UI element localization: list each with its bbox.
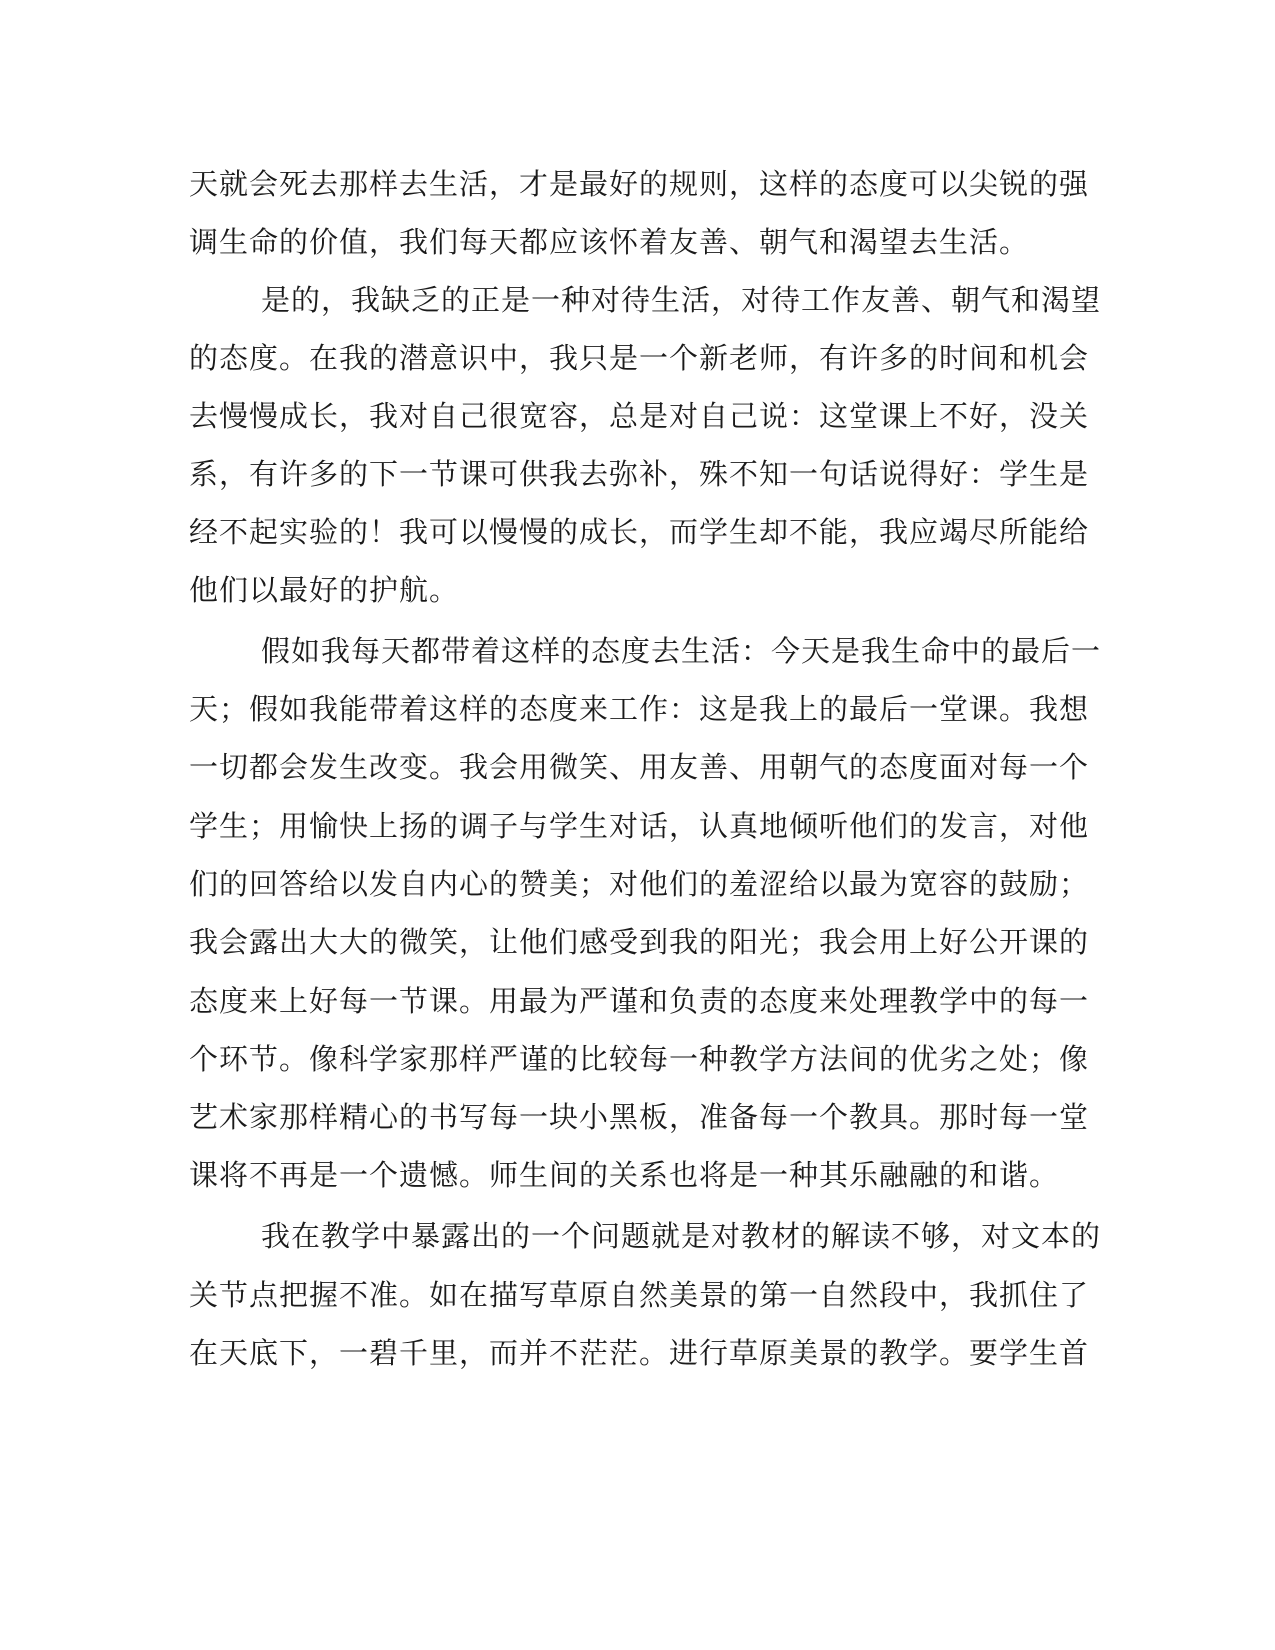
text-line: 艺术家那样精心的书写每一块小黑板，准备每一个教具。那时每一堂 xyxy=(189,1100,1090,1134)
text-line: 一切都会发生改变。我会用微笑、用友善、用朝气的态度面对每一个 xyxy=(189,750,1090,784)
text-line: 学生；用愉快上扬的调子与学生对话，认真地倾听他们的发言，对他 xyxy=(189,809,1090,843)
text-line: 调生命的价值，我们每天都应该怀着友善、朝气和渴望去生活。 xyxy=(189,225,1030,259)
text-line: 去慢慢成长，我对自己很宽容，总是对自己说：这堂课上不好，没关 xyxy=(189,399,1090,433)
text-line: 们的回答给以发自内心的赞美；对他们的羞涩给以最为宽容的鼓励； xyxy=(189,867,1090,901)
text-line: 课将不再是一个遗憾。师生间的关系也将是一种其乐融融的和谐。 xyxy=(189,1158,1060,1192)
text-line: 天；假如我能带着这样的态度来工作：这是我上的最后一堂课。我想 xyxy=(189,692,1090,726)
paragraph-first-line: 假如我每天都带着这样的态度去生活：今天是我生命中的最后一 xyxy=(261,634,1102,668)
text-line: 个环节。像科学家那样严谨的比较每一种教学方法间的优劣之处；像 xyxy=(189,1042,1090,1076)
paragraph-first-line: 是的，我缺乏的正是一种对待生活，对待工作友善、朝气和渴望 xyxy=(261,283,1102,317)
text-line: 在天底下，一碧千里，而并不茫茫。进行草原美景的教学。要学生首 xyxy=(189,1336,1090,1370)
text-line: 态度来上好每一节课。用最为严谨和负责的态度来处理教学中的每一 xyxy=(189,984,1090,1018)
text-line: 经不起实验的！我可以慢慢的成长，而学生却不能，我应竭尽所能给 xyxy=(189,515,1090,549)
text-line: 系，有许多的下一节课可供我去弥补，殊不知一句话说得好：学生是 xyxy=(189,457,1090,491)
text-line: 关节点把握不准。如在描写草原自然美景的第一自然段中，我抓住了 xyxy=(189,1278,1090,1312)
paragraph-first-line: 我在教学中暴露出的一个问题就是对教材的解读不够，对文本的 xyxy=(261,1219,1102,1253)
text-line: 他们以最好的护航。 xyxy=(189,573,460,607)
text-line: 我会露出大大的微笑，让他们感受到我的阳光；我会用上好公开课的 xyxy=(189,925,1090,959)
text-line: 的态度。在我的潜意识中，我只是一个新老师，有许多的时间和机会 xyxy=(189,341,1090,375)
text-line: 天就会死去那样去生活，才是最好的规则，这样的态度可以尖锐的强 xyxy=(189,167,1090,201)
